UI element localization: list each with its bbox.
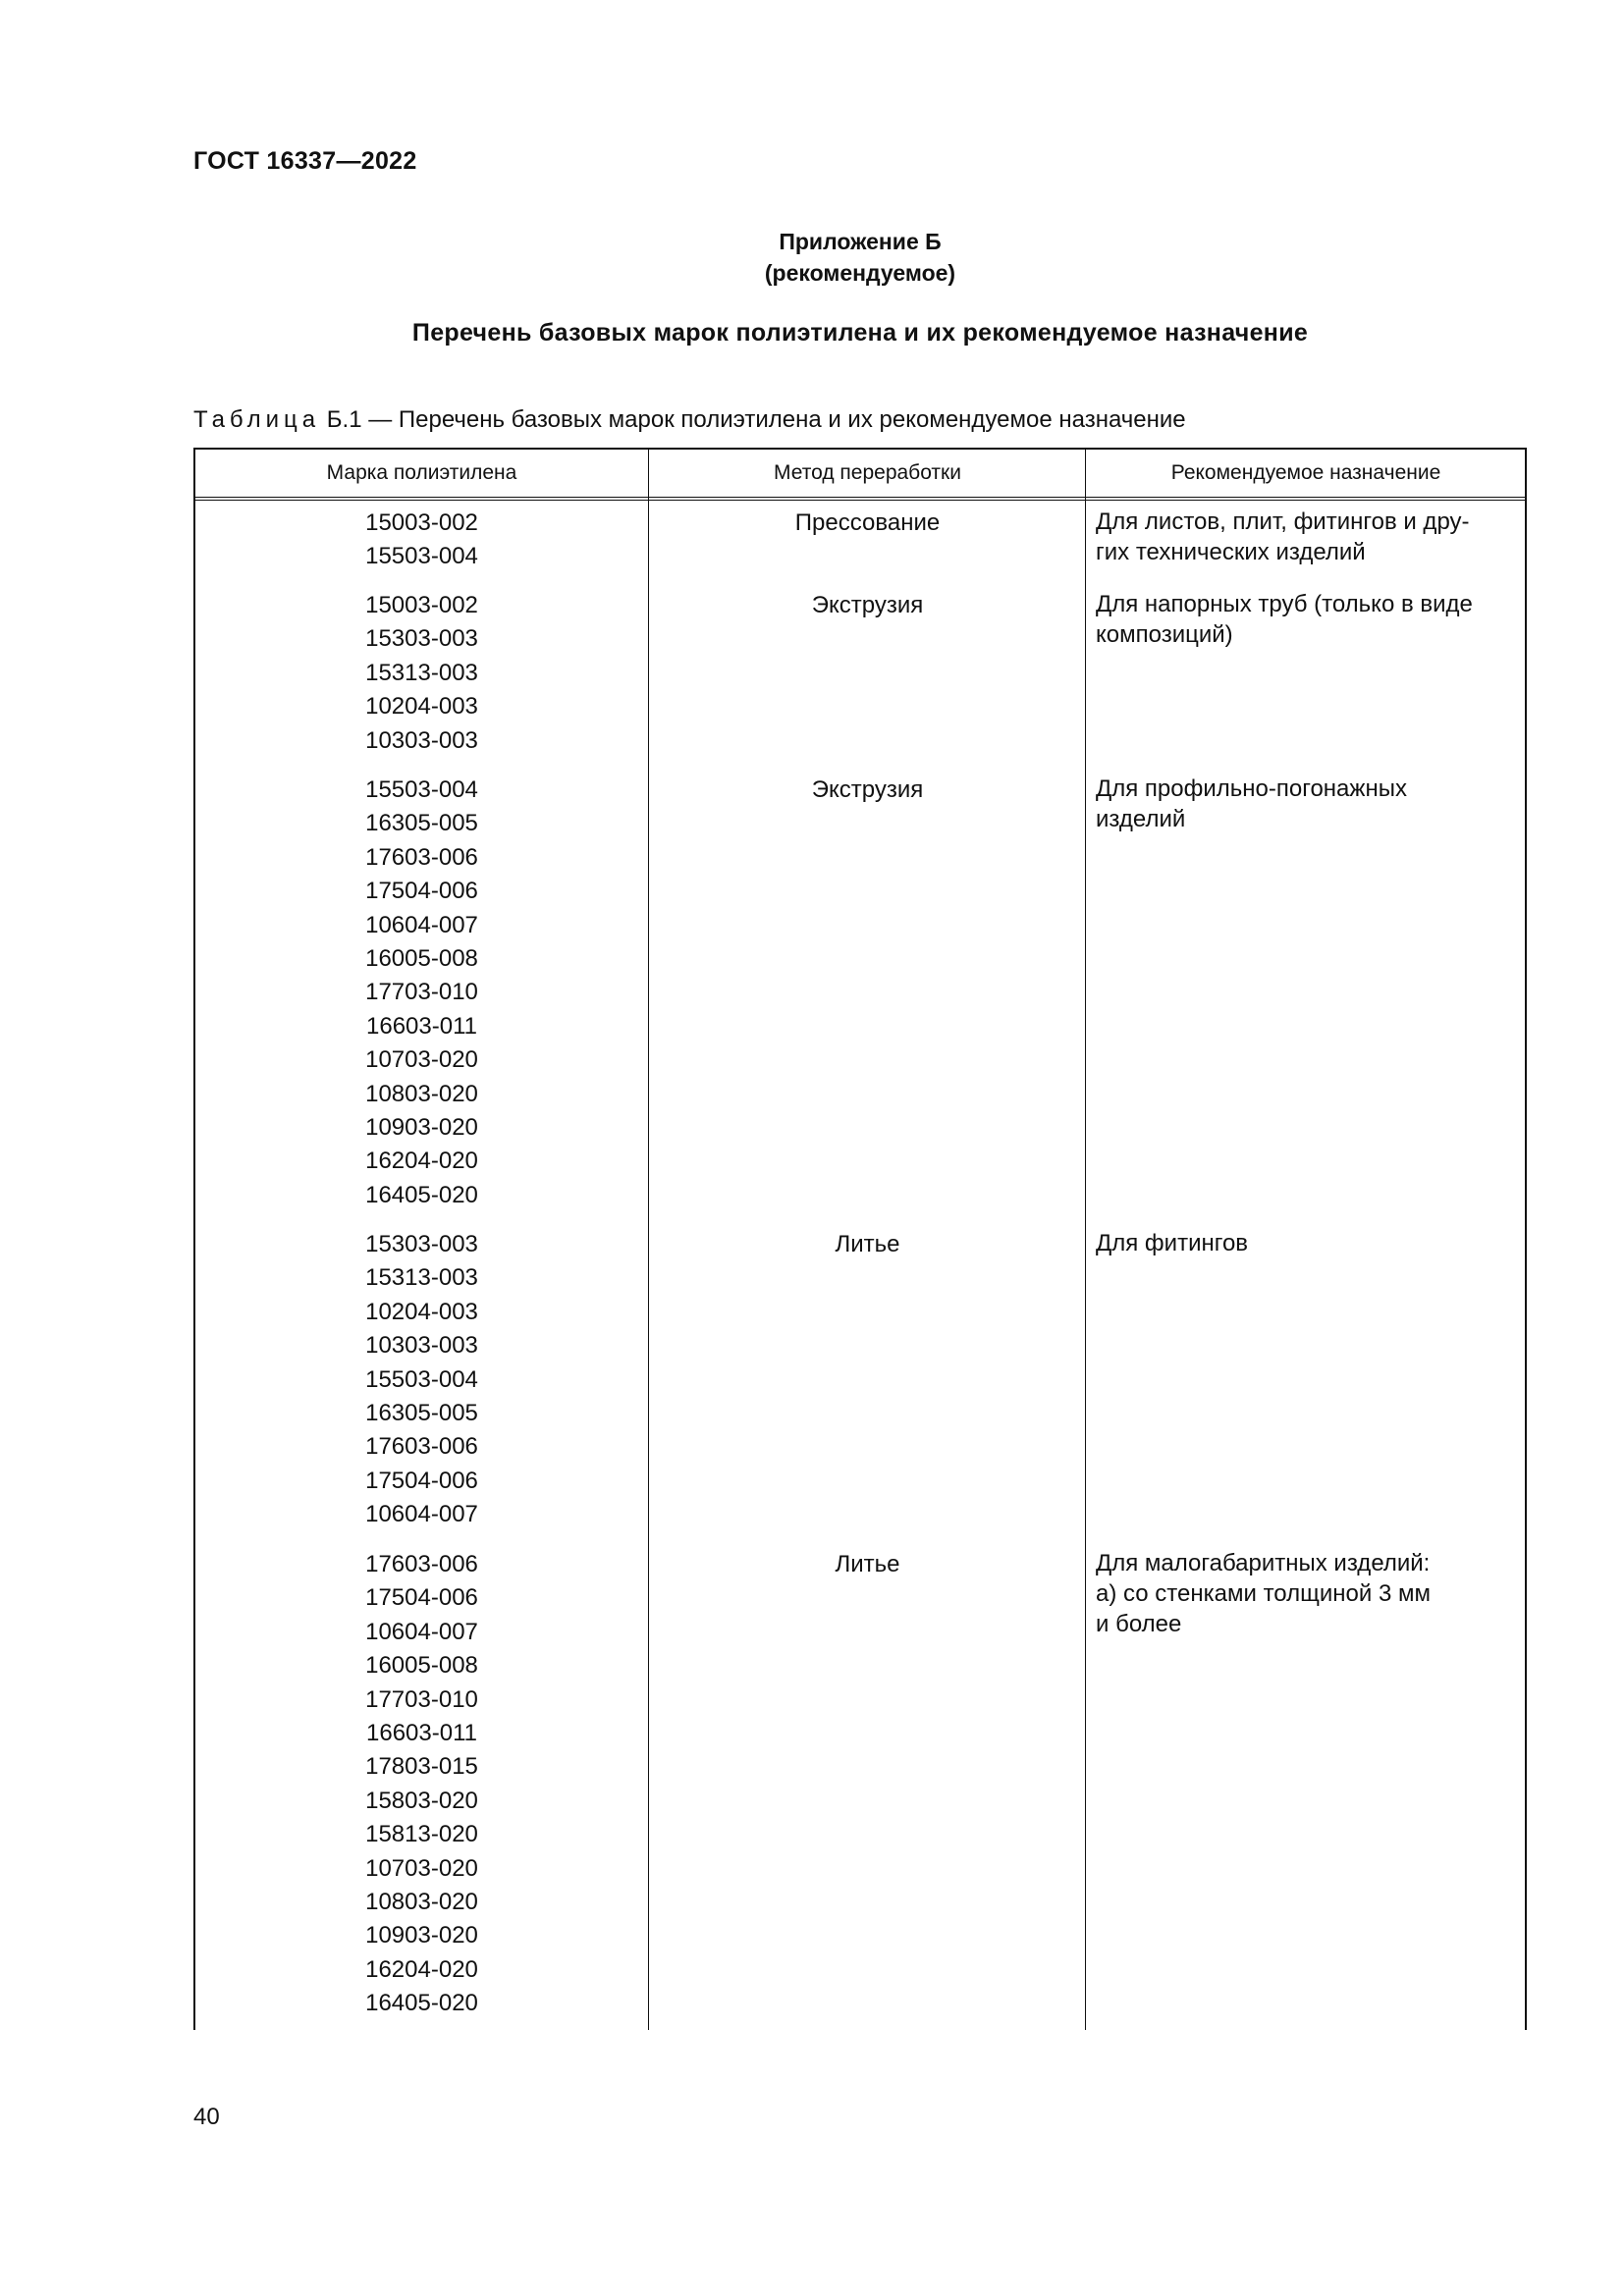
purpose-line: и более: [1096, 1611, 1182, 1637]
grade-code: 15003-002: [365, 509, 478, 536]
purpose-line: Для малогабаритных изделий:: [1096, 1550, 1431, 1576]
grade-code: 10703-020: [365, 1046, 478, 1074]
purpose-line: Для листов, плит, фитингов и дру-: [1096, 508, 1470, 535]
appendix-status: (рекомендуемое): [764, 260, 956, 286]
grade-code: 17803-015: [365, 1753, 478, 1781]
purpose-line: Для профильно-погонажных: [1096, 775, 1407, 802]
grade-code: 10803-020: [365, 1889, 478, 1916]
grade-code: 16204-020: [365, 1955, 478, 1983]
grade-code: 16005-008: [365, 1652, 478, 1680]
column-divider: [648, 450, 649, 2030]
recommended-purpose: [1096, 1228, 1518, 1258]
grade-code: 10303-003: [365, 726, 478, 754]
purpose-line: гих технических изделий: [1096, 539, 1366, 565]
grade-code: 15303-003: [365, 625, 478, 653]
grade-code: 15503-004: [365, 1365, 478, 1393]
page-number: 40: [193, 2104, 220, 2130]
purpose-line: изделий: [1096, 806, 1186, 832]
grade-code: 15313-003: [365, 659, 478, 686]
grade-code: 15313-003: [365, 1264, 478, 1292]
grade-code: 10903-020: [365, 1114, 478, 1142]
grade-list: [195, 1548, 648, 2021]
grade-code: 16405-020: [365, 1990, 478, 2017]
section-heading: Перечень базовых марок полиэтилена и их рекомендуемое назначение: [411, 319, 1309, 347]
processing-method: Литье: [835, 1231, 900, 1257]
grades-table: [193, 448, 1527, 2030]
column-header-method: Метод переработки: [774, 461, 961, 484]
recommended-purpose: [1096, 1548, 1518, 1639]
grade-code: 10803-020: [365, 1080, 478, 1107]
document-code: ГОСТ 16337—2022: [193, 147, 417, 175]
table-caption-text: Б.1 — Перечень базовых марок полиэтилена и их рекомендуемое назначение: [326, 406, 1186, 433]
recommended-purpose: [1096, 589, 1518, 650]
grade-list: [195, 1228, 648, 1532]
grade-code: 17703-010: [365, 1685, 478, 1713]
grade-code: 10303-003: [365, 1332, 478, 1360]
processing-method: Экструзия: [811, 776, 924, 803]
grade-code: 15303-003: [365, 1231, 478, 1257]
table-caption: [193, 406, 1186, 434]
grade-code: 16603-011: [366, 1012, 477, 1040]
processing-method: Прессование: [794, 509, 941, 536]
grade-code: 10604-007: [365, 1501, 478, 1528]
grade-code: 15503-004: [365, 543, 478, 570]
purpose-line: композиций): [1096, 621, 1233, 648]
grade-code: 10204-003: [365, 1298, 478, 1325]
grade-code: 10903-020: [365, 1922, 478, 1949]
grade-code: 16305-005: [365, 810, 478, 837]
grade-code: 17504-006: [365, 1584, 478, 1612]
table-caption-label: Таблица: [193, 406, 321, 433]
recommended-purpose: [1096, 774, 1518, 834]
grade-code: 16305-005: [365, 1400, 478, 1427]
grade-code: 15803-020: [365, 1787, 478, 1814]
column-divider: [1085, 450, 1086, 2030]
grade-code: 17504-006: [365, 1467, 478, 1494]
grade-code: 15003-002: [365, 592, 478, 618]
grade-code: 10703-020: [365, 1854, 478, 1882]
grade-code: 15813-020: [365, 1821, 478, 1848]
grade-code: 16005-008: [365, 945, 478, 973]
purpose-line: Для фитингов: [1096, 1230, 1249, 1256]
grade-list: [195, 507, 648, 574]
grade-code: 16603-011: [366, 1720, 477, 1747]
table-header-row: [195, 450, 1525, 501]
grade-list: [195, 589, 648, 758]
grade-code: 17703-010: [365, 979, 478, 1006]
grade-code: 10604-007: [365, 1618, 478, 1645]
recommended-purpose: [1096, 507, 1518, 567]
grade-list: [195, 774, 648, 1212]
grade-code: 17603-006: [365, 843, 478, 871]
column-header-purpose: Рекомендуемое назначение: [1170, 461, 1441, 484]
column-header-grade: Марка полиэтилена: [326, 461, 517, 484]
grade-code: 17504-006: [365, 878, 478, 905]
grade-code: 10604-007: [365, 911, 478, 938]
purpose-line: Для напорных труб (только в виде: [1096, 591, 1473, 617]
appendix-block: [193, 226, 1527, 289]
appendix-title: Приложение Б: [779, 229, 942, 254]
grade-code: 16405-020: [365, 1181, 478, 1208]
grade-code: 16204-020: [365, 1148, 478, 1175]
grade-code: 10204-003: [365, 693, 478, 721]
purpose-line: а) со стенками толщиной 3 мм: [1096, 1580, 1431, 1607]
grade-code: 15503-004: [365, 776, 478, 803]
processing-method: Экструзия: [811, 592, 924, 618]
processing-method: Литье: [835, 1551, 900, 1577]
grade-code: 17603-006: [365, 1551, 478, 1577]
grade-code: 17603-006: [365, 1433, 478, 1461]
